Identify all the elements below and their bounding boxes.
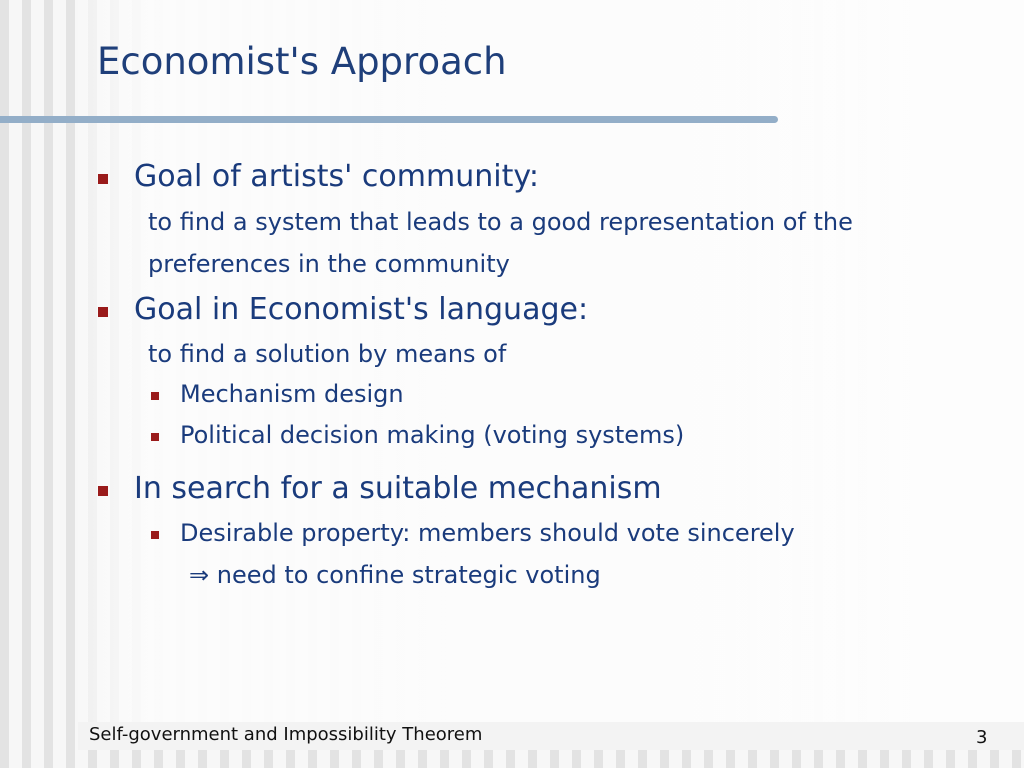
bullet-2-marker — [98, 307, 108, 317]
bullet-1-line-1: to find a system that leads to a good representation of the — [148, 208, 853, 236]
bullet-3-heading: In search for a suitable mechanism — [134, 471, 662, 506]
bullet-3-sub-item-1: Desirable property: members should vote sincerely — [180, 519, 795, 547]
title-divider — [0, 116, 778, 123]
page-number: 3 — [976, 727, 988, 748]
bullet-2-sub-1-marker — [151, 392, 159, 400]
bullet-1-heading: Goal of artists' community: — [134, 159, 540, 194]
bullet-2-sub-item-2: Political decision making (voting systems) — [180, 421, 685, 449]
bullet-3-implication: ⇒ need to confine strategic voting — [189, 561, 601, 589]
footer-title: Self-government and Impossibility Theorem — [89, 724, 483, 745]
bullet-2-sub-item-1: Mechanism design — [180, 380, 404, 408]
bullet-3-marker — [98, 486, 108, 496]
slide-title: Economist's Approach — [97, 40, 507, 83]
bullet-2-heading: Goal in Economist's language: — [134, 292, 589, 327]
bullet-2-sub-2-marker — [151, 433, 159, 441]
bullet-3-sub-1-marker — [151, 531, 159, 539]
bullet-2-line-1: to find a solution by means of — [148, 340, 507, 368]
bullet-1-marker — [98, 174, 108, 184]
bullet-1-line-2: preferences in the community — [148, 250, 510, 278]
